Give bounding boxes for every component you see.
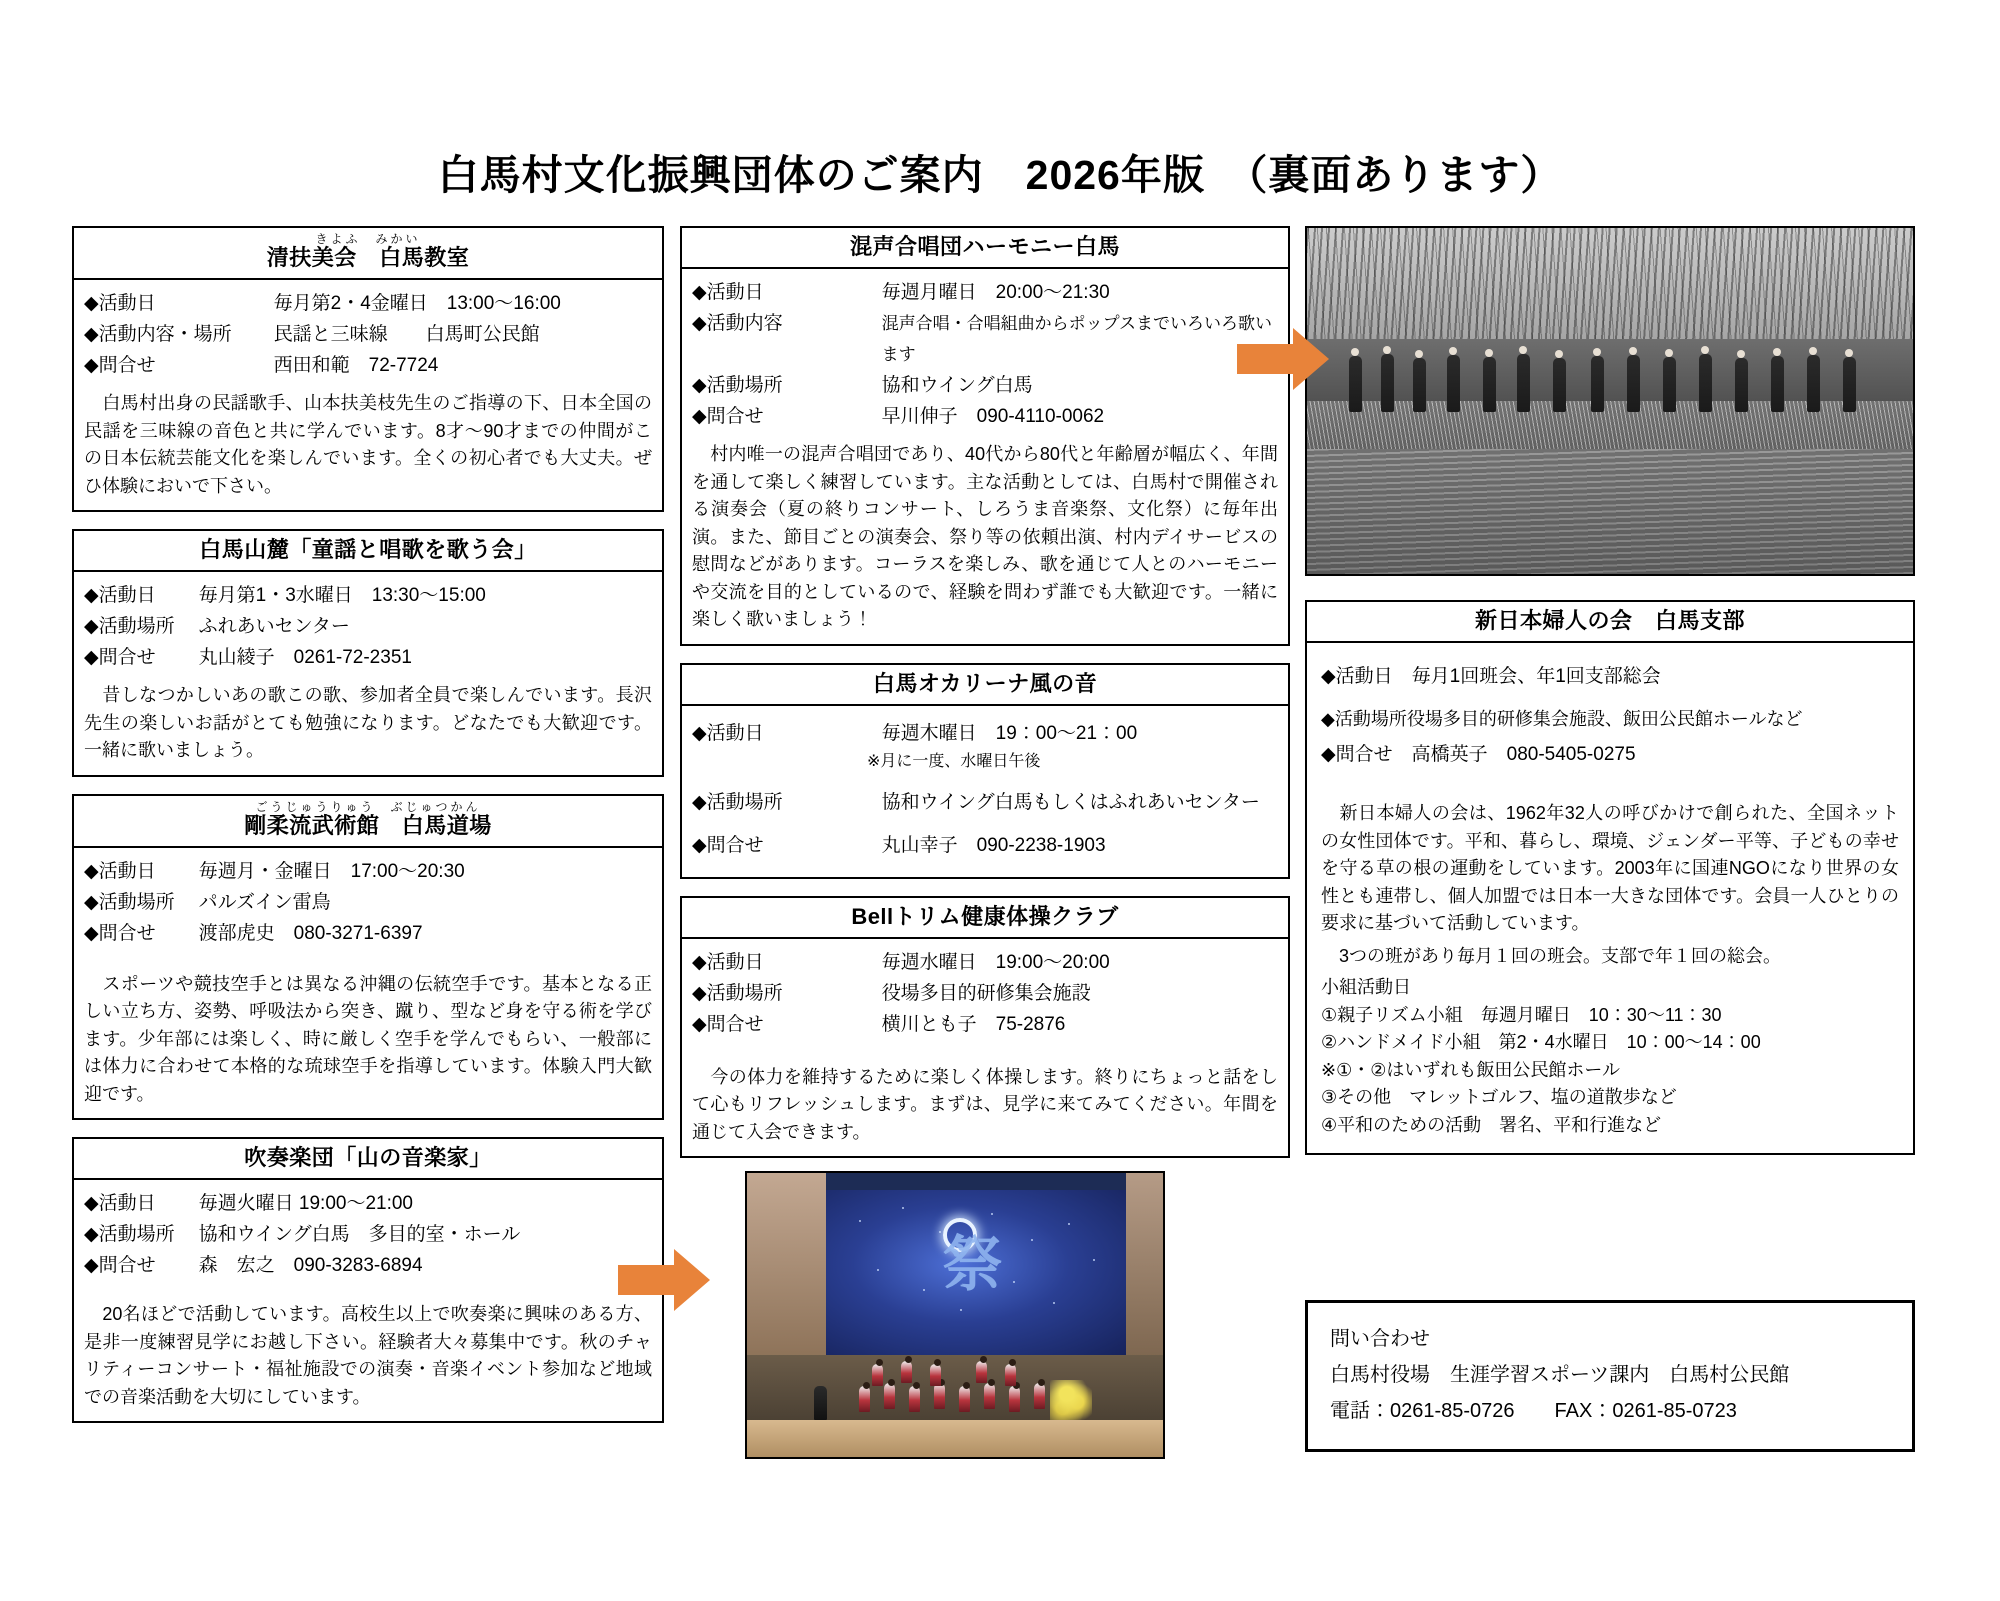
info-value: 毎週月曜日 20:00〜21:30 — [881, 282, 1110, 303]
diamond-bullet-icon: ◆ — [84, 860, 99, 882]
card-heading — [1307, 602, 1913, 643]
heading-text: 清扶美会 白馬教室 — [266, 245, 470, 270]
card-description: 今の体力を維持するために楽しく体操します。終りにちょっと話をして心もリフレッシュします。まずは、見学に来てみてください。年間を通じて入会できます。 — [692, 1066, 1278, 1142]
stage-flower-arrangement — [1050, 1380, 1092, 1420]
info-label: 問合せ — [1335, 744, 1393, 765]
info-label: 問合せ — [98, 922, 156, 944]
card-heading — [74, 531, 662, 572]
kogumi-list-item: ③その他 マレットゴルフ、塩の道散歩など — [1321, 1087, 1677, 1107]
info-row-activity-place — [84, 611, 652, 642]
card-seifubikai — [72, 226, 664, 512]
info-label: 活動場所 — [706, 791, 783, 813]
diamond-bullet-icon: ◆ — [84, 1193, 99, 1214]
card-description: 白馬村出身の民謡歌手、山本扶美枝先生のご指導の下、日本全国の民謡を三味線の音色と共に学んでいます。8才〜90才までの仲間がこの日本伝統芸能文化を楽しんでいます。全くの初心者でも大丈夫。ぜひ体験においで下さい。 — [84, 393, 652, 496]
diamond-bullet-icon: ◆ — [692, 1013, 707, 1035]
info-value: ふれあいセンター — [198, 616, 350, 637]
info-value: 毎月1回班会、年1回支部総会 — [1392, 666, 1661, 687]
card-bell-trim — [680, 896, 1290, 1159]
card-suisougakudan — [72, 1137, 664, 1423]
info-value: 毎月第1・3水曜日 13:30〜15:00 — [198, 585, 486, 606]
contact-heading: 問い合わせ — [1330, 1328, 1430, 1350]
info-row-activity-content — [692, 308, 1278, 370]
info-value: 早川伸子 090-4110-0062 — [881, 406, 1105, 427]
info-row-activity-place — [84, 887, 652, 918]
info-row-activity-day — [1321, 661, 1899, 692]
info-value: 森 宏之 090-3283-6894 — [198, 1255, 423, 1276]
diamond-bullet-icon: ◆ — [692, 834, 707, 856]
card-heading — [682, 665, 1288, 706]
info-row-contact — [692, 1009, 1278, 1040]
card-body — [682, 939, 1288, 1157]
page-title: 白馬村文化振興団体のご案内 2026年版 （裏面あります） — [437, 152, 1563, 198]
diamond-bullet-icon: ◆ — [1321, 709, 1335, 729]
diamond-bullet-icon: ◆ — [692, 791, 707, 813]
info-row-note — [692, 749, 1278, 775]
diamond-bullet-icon: ◆ — [692, 406, 707, 427]
kogumi-list-heading: 小組活動日 — [1321, 977, 1411, 997]
info-value: 民謡と三味線 白馬町公民館 — [273, 324, 540, 345]
info-value: 毎週火曜日 19:00〜21:00 — [198, 1193, 413, 1214]
info-value: 協和ウイング白馬 — [881, 375, 1033, 396]
card-body — [682, 706, 1288, 877]
info-value: 西田和範 72-7724 — [273, 355, 439, 376]
kogumi-list-item: ④平和のための活動 署名、平和行進など — [1321, 1114, 1662, 1135]
info-label: 活動場所 — [706, 982, 783, 1004]
heading-text: 新日本婦人の会 白馬支部 — [1474, 608, 1745, 633]
info-label: 活動日 — [1335, 666, 1393, 687]
card-heading — [74, 796, 662, 848]
info-row-contact — [692, 401, 1278, 432]
card-description: 20名ほどで活動しています。高校生以上で吹奏楽に興味のある方、是非一度練習見学にお越し下さい。経験者大々募集中です。秋のチャリティーコンサート・福祉施設での演奏・音楽イベント参加など地域での音楽活動を大切にしています。 — [84, 1304, 652, 1407]
card-description-2: 3つの班があり毎月１回の班会。支部で年１回の総会。 — [1321, 945, 1782, 966]
heading-ruby: ごうじゅうりゅう ぶじゅつかん — [255, 799, 481, 814]
heading-text: 混声合唱団ハーモニー白馬 — [849, 234, 1120, 259]
info-label: 活動日 — [706, 282, 764, 303]
photo-grass — [1307, 401, 1913, 456]
info-row-contact — [1321, 739, 1899, 770]
info-label: 活動場所 — [706, 375, 783, 396]
diamond-bullet-icon: ◆ — [84, 1224, 99, 1245]
card-heading — [74, 1139, 662, 1180]
diamond-bullet-icon: ◆ — [84, 647, 99, 668]
info-label: 活動内容 — [706, 313, 783, 334]
card-description: 新日本婦人の会は、1962年32人の呼びかけで創られた、全国ネットの女性団体です。平和、暮らし、環境、ジェンダー平等、子どもの幸せを守る草の根の運動をしています。2003年に国連NGOになり世界の女性とも連帯し、個人加盟では日本一大きな団体です。会員一人ひとりの要求に基づいて活動しています。 — [1321, 803, 1899, 933]
info-value: 毎週水曜日 19:00〜20:00 — [881, 951, 1110, 973]
info-value: 役場多目的研修集会施設、飯田公民館ホールなど — [1406, 709, 1803, 729]
info-row-activity-place — [84, 1219, 652, 1250]
info-label: 活動日 — [98, 585, 156, 606]
info-row-activity-content — [84, 319, 652, 350]
info-row-contact — [692, 830, 1278, 861]
photo-background — [1307, 228, 1913, 574]
card-description: スポーツや競技空手とは異なる沖縄の伝統空手です。基本となる正しい立ち方、姿勢、呼吸法から突き、蹴り、型など身を守る術を学びます。少年部には楽しく、時に厳しく空手を学んでもらい、一般部には体力に合わせて本格的な琉球空手を指導しています。体験入門大歓迎です。 — [84, 973, 652, 1104]
kogumi-list-item: ②ハンドメイド小組 第2・4水曜日 10：00〜14：00 — [1321, 1032, 1761, 1052]
card-body — [1307, 643, 1913, 1153]
middle-column — [680, 226, 1290, 1175]
stage-apron — [747, 1420, 1163, 1457]
card-ocarina — [680, 663, 1290, 879]
card-shinnihon-fujin — [1305, 600, 1915, 1155]
info-row-activity-place — [1321, 704, 1899, 735]
card-body — [74, 572, 662, 775]
photo-water — [1307, 449, 1913, 574]
info-row-activity-day — [84, 856, 652, 887]
diamond-bullet-icon: ◆ — [1321, 666, 1336, 687]
info-label: 活動場所 — [98, 616, 175, 637]
choir-outdoor-photo — [1305, 226, 1915, 576]
diamond-bullet-icon: ◆ — [84, 355, 99, 376]
kogumi-list-item: ①親子リズム小組 毎週月曜日 10：30〜11：30 — [1321, 1004, 1722, 1025]
info-value: 高橋英子 080-5405-0275 — [1392, 744, 1636, 765]
contact-tel-fax: 電話：0261-85-0726 FAX：0261-85-0723 — [1330, 1400, 1737, 1422]
diamond-bullet-icon: ◆ — [692, 313, 707, 334]
photo-trees — [1307, 228, 1913, 346]
card-description: 村内唯一の混声合唱団であり、40代から80代と年齢層が幅広く、年間を通して楽しく練習しています。主な活動としては、白馬村で開催される演奏会（夏の終りコンサート、しろうま音楽祭、文化祭）に毎年出演。また、節目ごとの演奏会、祭り等の依頼出演、村内デイサービスの慰問などがあります。コーラスを楽しみ、歌を通じて人とのハーモニーや交流を目的としているので、経験を問わず誰でも大歓迎です。一緒に楽しく歌いましょう！ — [692, 444, 1278, 629]
info-value: 毎週木曜日 19：00〜21：00 — [881, 722, 1138, 744]
info-label: 活動日 — [706, 951, 764, 973]
heading-text: 白馬山麓「童謡と唱歌を歌う会」 — [199, 537, 537, 562]
card-doyo-shoka — [72, 529, 664, 777]
kogumi-list-item: ※①・②はいずれも飯田公民館ホール — [1321, 1059, 1620, 1080]
info-value: 協和ウイング白馬もしくはふれあいセンター — [881, 791, 1260, 813]
info-value: 渡部虎史 080-3271-6397 — [198, 922, 423, 944]
diamond-bullet-icon: ◆ — [692, 722, 707, 744]
diamond-bullet-icon: ◆ — [692, 951, 707, 973]
card-body — [682, 269, 1288, 644]
info-row-contact — [84, 642, 652, 673]
heading-ruby: きよふ みかい — [315, 232, 421, 246]
contact-box — [1305, 1300, 1915, 1452]
info-row-activity-place — [692, 978, 1278, 1009]
diamond-bullet-icon: ◆ — [84, 324, 99, 345]
heading-text: 白馬オカリーナ風の音 — [872, 670, 1098, 696]
contact-organization: 白馬村役場 生涯学習スポーツ課内 白馬村公民館 — [1330, 1364, 1790, 1386]
info-value: 丸山綾子 0261-72-2351 — [198, 647, 412, 668]
info-label: 問合せ — [706, 1013, 764, 1035]
info-row-activity-place — [692, 787, 1278, 818]
diamond-bullet-icon: ◆ — [84, 891, 99, 913]
info-label: 活動日 — [706, 722, 764, 744]
concert-stage-photo — [745, 1171, 1165, 1459]
info-row-activity-day — [692, 277, 1278, 308]
info-label: 活動日 — [98, 860, 156, 882]
diamond-bullet-icon: ◆ — [84, 585, 99, 606]
info-row-activity-day — [692, 718, 1278, 749]
info-label: 問合せ — [706, 834, 764, 856]
info-row-activity-day — [84, 1188, 652, 1219]
card-description: 昔しなつかしいあの歌この歌、参加者全員で楽しんでいます。長沢先生の楽しいお話がとても勉強になります。どなたでも大歓迎です。一緒に歌いましょう。 — [84, 685, 652, 760]
heading-text: Bellトリム健康体操クラブ — [851, 903, 1119, 929]
info-value: 混声合唱・合唱組曲からポップスまでいろいろ歌います — [881, 314, 1272, 364]
diamond-bullet-icon: ◆ — [84, 293, 99, 314]
info-value: 毎月第2・4金曜日 13:00〜16:00 — [273, 293, 561, 314]
info-note-value: ※月に一度、水曜日午後 — [867, 752, 1041, 770]
heading-text: 剛柔流武術館 白馬道場 — [244, 812, 492, 838]
arrow-to-choir-photo-icon — [1237, 328, 1331, 390]
info-value: 毎週月・金曜日 17:00〜20:30 — [198, 860, 465, 882]
diamond-bullet-icon: ◆ — [1321, 744, 1336, 765]
info-label: 問合せ — [706, 406, 764, 427]
arrow-to-band-photo-icon — [618, 1249, 712, 1311]
info-label: 問合せ — [98, 1255, 156, 1276]
card-body — [74, 1180, 662, 1421]
info-value: パルズイン雷鳥 — [198, 891, 331, 913]
card-heading — [682, 228, 1288, 269]
info-row-activity-place — [692, 370, 1278, 401]
info-label: 活動場所 — [98, 1224, 175, 1245]
info-label: 問合せ — [98, 647, 156, 668]
card-konsei-harmony — [680, 226, 1290, 646]
card-heading — [74, 228, 662, 280]
right-column — [1305, 600, 1915, 1172]
info-row-contact — [84, 350, 652, 381]
info-row-activity-day — [692, 947, 1278, 978]
info-label: 活動日 — [98, 293, 156, 314]
diamond-bullet-icon: ◆ — [692, 375, 707, 396]
info-label: 活動場所 — [1334, 709, 1407, 729]
stage-wall-left — [747, 1173, 826, 1360]
info-label: 問合せ — [98, 355, 156, 376]
left-column — [72, 226, 664, 1440]
info-row-contact — [84, 1250, 652, 1281]
info-value: 横川とも子 75-2876 — [881, 1013, 1066, 1035]
info-label: 活動内容・場所 — [98, 324, 232, 345]
info-value: 丸山幸子 090-2238-1903 — [881, 834, 1106, 856]
info-label: 活動日 — [98, 1193, 156, 1214]
info-label: 活動場所 — [98, 891, 175, 913]
info-value: 協和ウイング白馬 多目的室・ホール — [198, 1224, 521, 1245]
screen-kanji: 祭 — [942, 1230, 1003, 1301]
photo-riverbank — [1307, 339, 1913, 408]
diamond-bullet-icon: ◆ — [692, 282, 707, 303]
info-row-contact — [84, 918, 652, 949]
heading-text: 吹奏楽団「山の音楽家」 — [244, 1145, 492, 1170]
info-row-activity-day — [84, 580, 652, 611]
conductor-figure — [814, 1386, 827, 1420]
diamond-bullet-icon: ◆ — [692, 982, 707, 1004]
info-value: 役場多目的研修集会施設 — [881, 982, 1091, 1004]
card-body — [74, 280, 662, 510]
card-heading — [682, 898, 1288, 939]
stage-wall-right — [1126, 1173, 1163, 1360]
diamond-bullet-icon: ◆ — [84, 1255, 99, 1276]
diamond-bullet-icon: ◆ — [84, 616, 99, 637]
card-goju-ryu — [72, 794, 664, 1121]
diamond-bullet-icon: ◆ — [84, 922, 99, 944]
info-row-activity-day — [84, 288, 652, 319]
card-body — [74, 848, 662, 1119]
photo-background — [747, 1173, 1163, 1457]
